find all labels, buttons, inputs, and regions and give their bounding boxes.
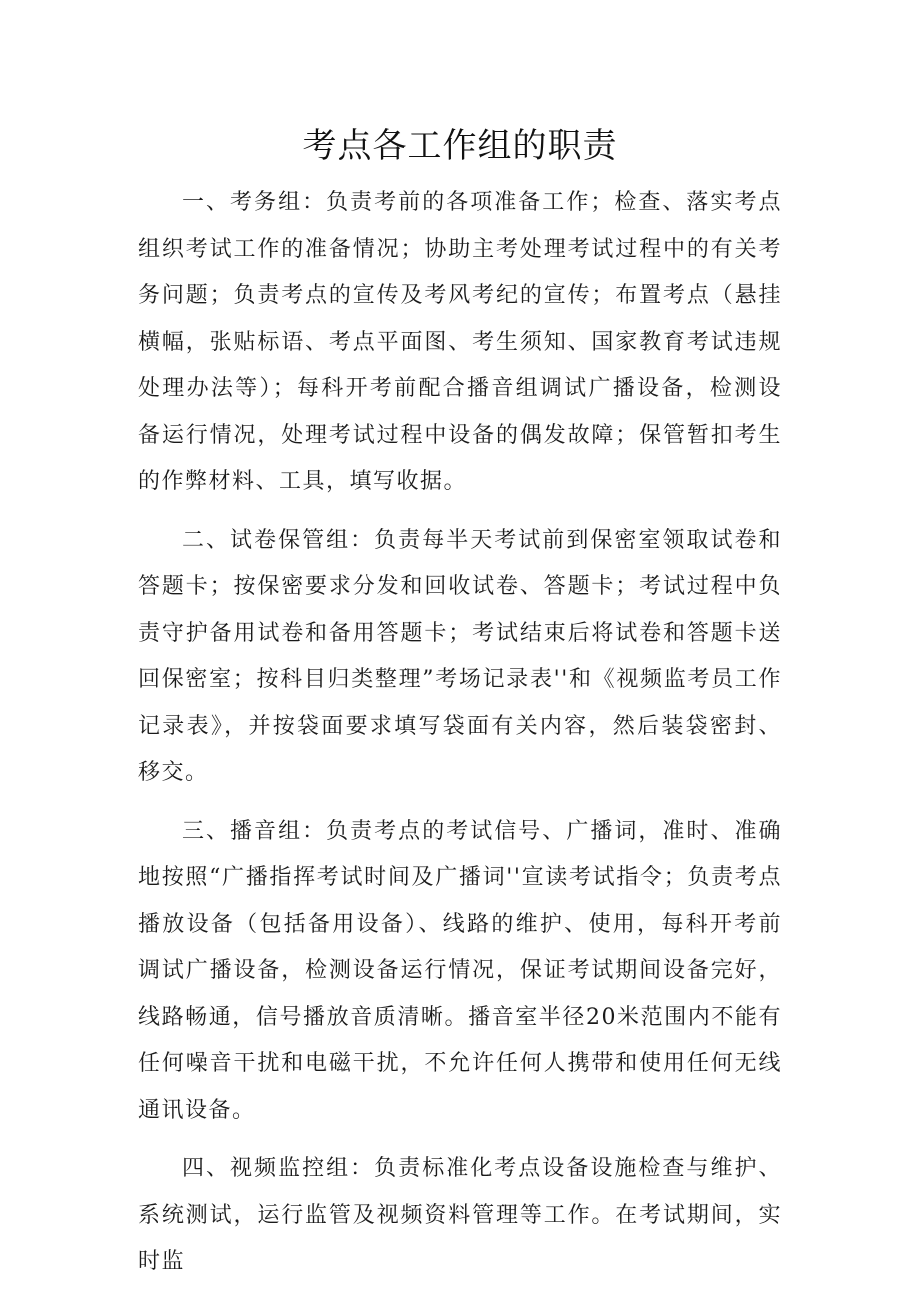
paragraph-video-monitoring-group: 四、视频监控组：负责标准化考点设备设施检查与维护、系统测试，运行监管及视频资料管理等工作。在考试期间，实时监 <box>138 1156 782 1274</box>
paragraph-exam-affairs-group: 一、考务组：负责考前的各项准备工作；检查、落实考点组织考试工作的准备情况；协助主考处理考试过程中的有关考务问题；负责考点的宣传及考风考纪的宣传；布置考点（悬挂横幅，张贴标语、考点平面图、考生须知、国家教育考试违规处理办法等）；每科开考前配合播音组调试广播设备，检测设备运行情况，处理考试过程中设备的偶发故障；保管暂扣考生的作弊材料、工具，填写收据。 <box>138 190 782 494</box>
paragraph-broadcast-group: 三、播音组：负责考点的考试信号、广播词，准时、准确地按照“广播指挥考试时间及广播词''宣读考试指令；负责考点播放设备（包括备用设备）、线路的维护、使用，每科开考前调试广播设备，检测设备运行情况，保证考试期间设备完好，线路畅通，信号播放音质清晰。播音室半径20米范围内不能有任何噪音干扰和电磁干扰，不允许任何人携带和使用任何无线通讯设备。 <box>138 818 782 1123</box>
document-body <box>138 180 782 1298</box>
paragraph-paper-custody-group: 二、试卷保管组：负责每半天考试前到保密室领取试卷和答题卡；按保密要求分发和回收试卷、答题卡；考试过程中负责守护备用试卷和备用答题卡；考试结束后将试卷和答题卡送回保密室；按科目归类整理”考场记录表''和《视频监考员工作记录表》，并按袋面要求填写袋面有关内容，然后装袋密封、移交。 <box>138 527 782 785</box>
document-title: 考点各工作组的职责 <box>302 126 618 166</box>
